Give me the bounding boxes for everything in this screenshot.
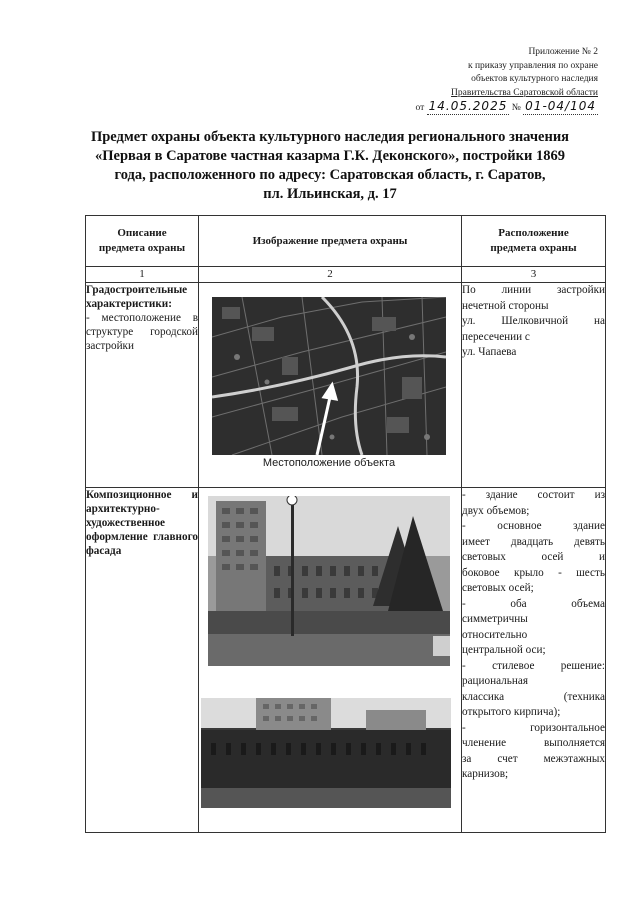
row2-location-line: симметричны (462, 613, 528, 625)
row2-location-line: за счет межэтажных (462, 752, 605, 765)
row2-image-cell (199, 488, 462, 833)
protection-subject-table (85, 215, 606, 833)
number-label: № (511, 103, 521, 113)
number-handwritten: 01-04/104 (525, 99, 596, 113)
row2-location-line: членение выполняется (462, 737, 605, 749)
row2-location-line: - здание состоит из (462, 489, 605, 501)
row2-location (462, 488, 606, 833)
row2-location-line: двух объемов; (462, 504, 530, 517)
map-aerial-image (212, 297, 446, 455)
row1-location-line: ул. Чапаева (462, 346, 517, 358)
table-row (86, 488, 606, 833)
header-image-label: Изображение предмета охраны (252, 234, 408, 247)
header-description-line2: предмета охраны (98, 242, 186, 254)
facade-street-image (208, 496, 450, 666)
header-description (86, 216, 199, 267)
column-number-3: 3 (462, 267, 606, 283)
row2-description (86, 488, 199, 833)
row2-location-line: относительно (462, 628, 528, 641)
facade-photo-street (208, 496, 450, 666)
appendix-line-4: Правительства Саратовской области (451, 87, 598, 98)
row1-location-line: По линии застройки (462, 284, 605, 296)
document-title (60, 128, 600, 204)
row2-location-line: карнизов; (462, 768, 509, 780)
column-number-2: 2 (199, 267, 462, 283)
header-location-line1: Расположение (498, 227, 569, 239)
appendix-date-number-line (378, 100, 598, 116)
row2-description-title: Композиционное и архитектурно-художественное оформление главного фасада (86, 489, 198, 557)
row1-location-line: ул. Шелковичной на (462, 315, 605, 327)
header-image (199, 216, 462, 267)
appendix-line-3: объектов культурного наследия (471, 74, 598, 84)
row1-description (86, 283, 199, 488)
row2-location-line: классика (техника (462, 690, 605, 703)
location-map-photo (212, 297, 446, 455)
row1-description-title: Градостроительные характеристики: (86, 284, 188, 310)
header-location-line2: предмета охраны (490, 242, 577, 254)
row2-location-line: - стилевое решение: (462, 659, 605, 672)
header-location (462, 216, 606, 267)
date-handwritten: 14.05.2025 (428, 99, 508, 113)
table-row (86, 283, 606, 488)
row2-location-line: открытого кирпича); (462, 706, 561, 718)
from-label: от (415, 103, 425, 113)
appendix-line-2: к приказу управления по охране (467, 60, 598, 71)
row1-location (462, 283, 606, 488)
row2-location-line: - основное здание (462, 520, 605, 532)
row2-location-line: - горизонтальное (462, 721, 605, 734)
title-line-4: пл. Ильинская, д. 17 (263, 186, 397, 202)
row2-location-line: - оба объема (462, 597, 605, 610)
row1-location-line: пересечении с (462, 330, 530, 343)
row1-location-line: нечетной стороны (462, 299, 549, 312)
row2-location-line: световых осей и (462, 551, 605, 563)
header-description-line1: Описание (117, 227, 167, 239)
row2-location-line: рациональная (462, 675, 528, 687)
appendix-line-1: Приложение № 2 (528, 47, 598, 57)
row2-location-line: световых осей; (462, 582, 534, 594)
facade-side-image (201, 698, 451, 808)
row1-image-cell (199, 283, 462, 488)
title-line-3: года, расположенного по адресу: Саратовская область, г. Саратов, (114, 167, 546, 183)
column-number-1: 1 (86, 267, 199, 283)
appendix-block (378, 46, 598, 116)
row2-location-line: имеет двадцать девять (462, 535, 605, 548)
row2-location-line: боковое крыло - шесть (462, 566, 605, 579)
title-line-1: Предмет охраны объекта культурного наследия регионального значения (90, 129, 570, 145)
row2-location-line: центральной оси; (462, 644, 546, 656)
title-line-2: «Первая в Саратове частная казарма Г.К. Деконского», постройки 1869 (95, 148, 565, 164)
map-caption: Местоположение объекта (262, 457, 396, 469)
facade-photo-side (201, 698, 451, 808)
row1-description-text: - местоположение в структуре городской застройки (86, 312, 198, 352)
